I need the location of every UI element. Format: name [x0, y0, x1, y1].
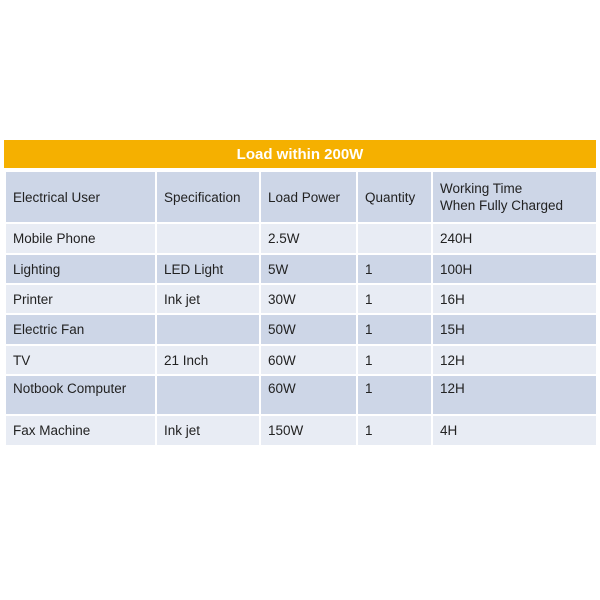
cell-spec: Ink jet	[156, 284, 260, 314]
load-table	[4, 170, 598, 447]
cell-spec: LED Light	[156, 254, 260, 284]
cell-qty	[357, 223, 432, 254]
load-table-container	[4, 140, 596, 447]
table-row	[5, 223, 597, 254]
cell-spec: Ink jet	[156, 415, 260, 446]
cell-time: 12H	[432, 345, 597, 375]
header-electrical-user: Electrical User	[5, 171, 156, 223]
table-row	[5, 314, 597, 345]
cell-power: 60W	[260, 345, 357, 375]
cell-spec	[156, 375, 260, 415]
cell-user: Electric Fan	[5, 314, 156, 345]
header-specification: Specification	[156, 171, 260, 223]
table-header-row	[5, 171, 597, 223]
cell-spec	[156, 314, 260, 345]
cell-time: 12H	[432, 375, 597, 415]
cell-user: Mobile Phone	[5, 223, 156, 254]
header-working-time-line1: Working Time	[440, 181, 523, 196]
cell-power: 5W	[260, 254, 357, 284]
cell-time: 16H	[432, 284, 597, 314]
cell-power: 2.5W	[260, 223, 357, 254]
header-load-power: Load Power	[260, 171, 357, 223]
table-row	[5, 375, 597, 415]
cell-qty: 1	[357, 284, 432, 314]
table-row	[5, 345, 597, 375]
cell-time: 240H	[432, 223, 597, 254]
cell-qty: 1	[357, 415, 432, 446]
header-working-time-line2: When Fully Charged	[440, 198, 564, 213]
header-working-time	[432, 171, 597, 223]
cell-spec	[156, 223, 260, 254]
cell-time: 15H	[432, 314, 597, 345]
cell-power: 50W	[260, 314, 357, 345]
cell-user: Printer	[5, 284, 156, 314]
cell-user: Notbook Computer	[5, 375, 156, 415]
cell-user: Fax Machine	[5, 415, 156, 446]
table-row	[5, 415, 597, 446]
cell-power: 150W	[260, 415, 357, 446]
table-row	[5, 254, 597, 284]
cell-user: Lighting	[5, 254, 156, 284]
cell-user: TV	[5, 345, 156, 375]
cell-power: 30W	[260, 284, 357, 314]
cell-spec: 21 Inch	[156, 345, 260, 375]
cell-time: 4H	[432, 415, 597, 446]
cell-power: 60W	[260, 375, 357, 415]
cell-qty: 1	[357, 254, 432, 284]
table-title: Load within 200W	[4, 140, 596, 170]
cell-time: 100H	[432, 254, 597, 284]
table-row	[5, 284, 597, 314]
header-quantity: Quantity	[357, 171, 432, 223]
cell-qty: 1	[357, 345, 432, 375]
cell-qty: 1	[357, 375, 432, 415]
cell-qty: 1	[357, 314, 432, 345]
